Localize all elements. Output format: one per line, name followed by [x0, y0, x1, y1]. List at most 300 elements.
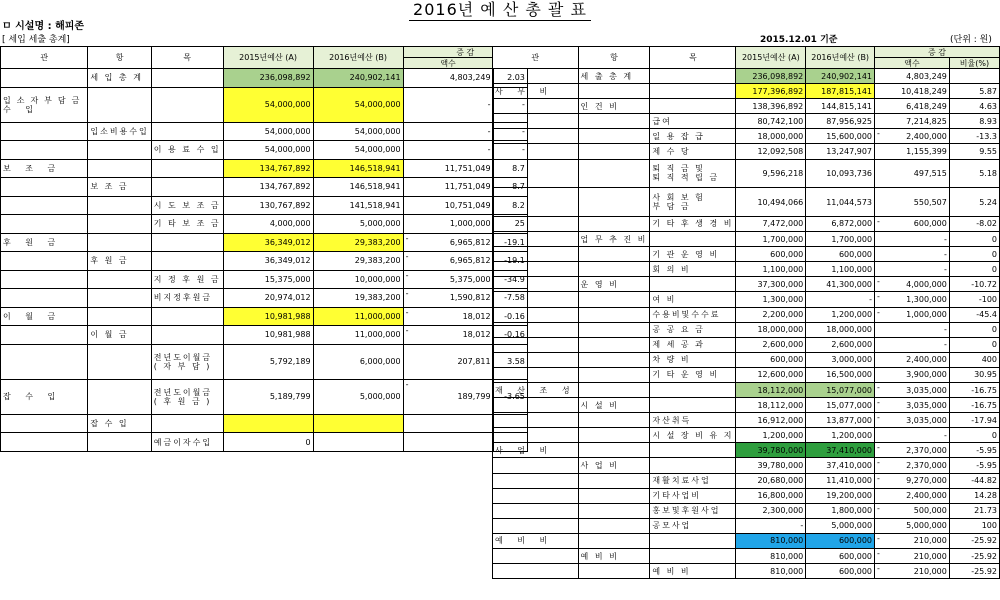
cell-change-amount: [875, 129, 950, 144]
cell-hang: [578, 337, 650, 352]
cell-change-ratio: -8.02: [949, 216, 999, 231]
cell-prev-budget: 12,092,508: [736, 144, 806, 159]
cell-gwan: [1, 326, 88, 345]
cell-change-amount: [875, 458, 950, 473]
table-row: [493, 337, 1000, 352]
cell-change-amount: -: [875, 322, 950, 337]
cell-change-ratio: -: [493, 141, 527, 160]
cell-curr-budget: 11,044,573: [806, 188, 875, 217]
cell-change-amount: [875, 549, 950, 564]
cell-hang: [578, 382, 650, 397]
cell-change-amount: -: [875, 428, 950, 443]
cell-mok: 차 량 비: [650, 352, 736, 367]
cell-prev-budget: 12,600,000: [736, 367, 806, 382]
cell-hang: 운 영 비: [578, 277, 650, 292]
cell-change-amount: 5,000,000: [875, 518, 950, 533]
cell-prev-budget: 5,792,189: [223, 344, 313, 379]
col-header-gwan: 관: [493, 47, 579, 69]
cell-curr-budget: 2,600,000: [806, 337, 875, 352]
cell-gwan: 보 조 금: [1, 159, 88, 178]
table-row: [493, 518, 1000, 533]
cell-mok: 시 설 장 비 유 지: [650, 428, 736, 443]
cell-change-ratio: -10.72: [949, 277, 999, 292]
cell-change-ratio: -45.4: [949, 307, 999, 322]
cell-mok: 전년도이월금 ( 자 부 담 ): [151, 344, 223, 379]
cell-prev-budget: 0: [223, 433, 313, 452]
cell-change-amount: 2,400,000: [875, 352, 950, 367]
cell-mok: 이 용 료 수 입: [151, 141, 223, 160]
cell-curr-budget: 15,077,000: [806, 382, 875, 397]
cell-hang: [578, 247, 650, 262]
table-row: [493, 159, 1000, 188]
cell-prev-budget: 4,000,000: [223, 215, 313, 234]
cell-hang: [88, 433, 151, 452]
col-header-ratio: 비율(%): [949, 58, 999, 69]
cell-change-ratio: 21.73: [949, 503, 999, 518]
cell-mok: [650, 277, 736, 292]
cell-curr-budget: 54,000,000: [313, 87, 403, 122]
table-row: [493, 549, 1000, 564]
cell-change-amount: 550,507: [875, 188, 950, 217]
cell-gwan: 입소자부담금 수 입: [1, 87, 88, 122]
cell-gwan: [493, 216, 579, 231]
page-title-text: 2016년 예 산 총 괄 표: [409, 0, 591, 21]
cell-hang: 입소비용수입: [88, 122, 151, 141]
cell-gwan: [493, 352, 579, 367]
cell-change-amount: [875, 473, 950, 488]
cell-curr-budget: 29,383,200: [313, 233, 403, 252]
change-value: 3,035,000: [906, 385, 947, 395]
cell-prev-budget: 600,000: [736, 352, 806, 367]
cell-gwan: [493, 99, 579, 114]
reference-date: 2015.12.01 기준: [760, 35, 838, 45]
cell-prev-budget: 7,472,000: [736, 216, 806, 231]
cell-gwan: 재 산 조 성: [493, 382, 579, 397]
cell-change-amount: 11,751,049: [403, 178, 493, 197]
table-row: [1, 270, 528, 289]
cell-curr-budget: 41,300,000: [806, 277, 875, 292]
cell-prev-budget: 37,300,000: [736, 277, 806, 292]
table-row: [493, 247, 1000, 262]
table-row: [493, 99, 1000, 114]
cell-mok: [650, 84, 736, 99]
cell-mok: 급여: [650, 114, 736, 129]
cell-gwan: 이 월 금: [1, 307, 88, 326]
col-header-change: 증 감: [875, 47, 1000, 58]
cell-mok: 기타사업비: [650, 488, 736, 503]
cell-prev-budget: 20,974,012: [223, 289, 313, 308]
cell-gwan: [1, 433, 88, 452]
col-header-prev: 2015년예산 (A): [223, 47, 313, 69]
cell-gwan: [493, 428, 579, 443]
cell-change-amount: 10,751,049: [403, 196, 493, 215]
cell-hang: [578, 488, 650, 503]
cell-curr-budget: 146,518,941: [313, 178, 403, 197]
cell-hang: [578, 188, 650, 217]
cell-prev-budget: 810,000: [736, 533, 806, 548]
cell-curr-budget: [313, 414, 403, 433]
cell-curr-budget: 11,000,000: [313, 307, 403, 326]
cell-mok: [650, 533, 736, 548]
cell-gwan: [1, 344, 88, 379]
cell-curr-budget: 1,100,000: [806, 262, 875, 277]
cell-prev-budget: 1,200,000: [736, 428, 806, 443]
cell-gwan: [1, 196, 88, 215]
cell-prev-budget: 54,000,000: [223, 141, 313, 160]
cell-change-ratio: -0.16: [493, 307, 527, 326]
cell-mok: [650, 99, 736, 114]
cell-mok: [151, 178, 223, 197]
cell-hang: 세 입 총 계: [88, 69, 151, 88]
cell-mok: 기 관 운 영 비: [650, 247, 736, 262]
cell-prev-budget: 36,349,012: [223, 252, 313, 271]
cell-change-amount: [875, 398, 950, 413]
cell-curr-budget: 6,872,000: [806, 216, 875, 231]
cell-prev-budget: 18,112,000: [736, 382, 806, 397]
cell-change-ratio: -100: [949, 292, 999, 307]
cell-curr-budget: 3,000,000: [806, 352, 875, 367]
cell-curr-budget: 54,000,000: [313, 122, 403, 141]
cell-change-amount: 207,811: [403, 344, 493, 379]
cell-curr-budget: 37,410,000: [806, 458, 875, 473]
cell-change-ratio: 0: [949, 337, 999, 352]
cell-change-ratio: 8.2: [493, 196, 527, 215]
cell-hang: [578, 503, 650, 518]
cell-change-ratio: -16.75: [949, 398, 999, 413]
cell-mok: 예금이자수입: [151, 433, 223, 452]
cell-mok: 홍보및후원사업: [650, 503, 736, 518]
cell-change-ratio: -19.1: [493, 233, 527, 252]
cell-change-amount: -: [875, 232, 950, 247]
cell-prev-budget: 177,396,892: [736, 84, 806, 99]
cell-change-amount: 4,803,249: [875, 69, 950, 84]
cell-change-amount: 1,000,000: [403, 215, 493, 234]
cell-change-amount: [403, 289, 493, 308]
cell-mok: 사 회 보 험 부 담 금: [650, 188, 736, 217]
cell-mok: [151, 87, 223, 122]
negative-sign: -: [877, 458, 880, 468]
cell-hang: [88, 289, 151, 308]
cell-change-ratio: 0: [949, 428, 999, 443]
cell-change-amount: 3,900,000: [875, 367, 950, 382]
col-header-hang: 항: [578, 47, 650, 69]
cell-curr-budget: 29,383,200: [313, 252, 403, 271]
cell-mok: 제 수 당: [650, 144, 736, 159]
cell-curr-budget: 6,000,000: [313, 344, 403, 379]
cell-change-amount: [875, 307, 950, 322]
page-title: [0, 0, 1000, 22]
negative-sign: -: [405, 233, 409, 243]
cell-change-ratio: 400: [949, 352, 999, 367]
cell-hang: 시 설 비: [578, 398, 650, 413]
cell-hang: [578, 216, 650, 231]
cell-prev-budget: 15,375,000: [223, 270, 313, 289]
negative-sign: -: [405, 379, 409, 389]
change-value: 189,799: [457, 392, 491, 402]
cell-hang: [88, 270, 151, 289]
cell-prev-budget: 39,780,000: [736, 443, 806, 458]
cell-gwan: [493, 398, 579, 413]
cell-change-amount: [403, 326, 493, 345]
section-label: [ 세입 세출 총계]: [2, 35, 70, 45]
cell-hang: 사 업 비: [578, 458, 650, 473]
cell-curr-budget: 600,000: [806, 549, 875, 564]
table-row: [493, 367, 1000, 382]
change-value: 3,035,000: [906, 415, 947, 425]
cell-curr-budget: 240,902,141: [313, 69, 403, 88]
cell-mok: [151, 159, 223, 178]
cell-change-amount: [403, 252, 493, 271]
cell-change-ratio: -44.82: [949, 473, 999, 488]
cell-gwan: [493, 337, 579, 352]
cell-prev-budget: 134,767,892: [223, 178, 313, 197]
cell-change-ratio: -16.75: [949, 382, 999, 397]
cell-curr-budget: 146,518,941: [313, 159, 403, 178]
table-row: [493, 322, 1000, 337]
change-value: 2,370,000: [906, 445, 947, 455]
cell-hang: [88, 215, 151, 234]
cell-change-ratio: 5.87: [949, 84, 999, 99]
cell-mok: [650, 458, 736, 473]
cell-curr-budget: 5,000,000: [806, 518, 875, 533]
table-row: [1, 289, 528, 308]
table-row: [493, 84, 1000, 99]
table-row: [493, 428, 1000, 443]
cell-mok: [650, 382, 736, 397]
cell-prev-budget: 9,596,218: [736, 159, 806, 188]
table-row: [1, 215, 528, 234]
cell-hang: 인 건 비: [578, 99, 650, 114]
cell-change-amount: [875, 382, 950, 397]
col-header-amount: 액수: [875, 58, 950, 69]
cell-gwan: [493, 292, 579, 307]
cell-hang: [88, 159, 151, 178]
cell-change-amount: -: [403, 141, 493, 160]
cell-prev-budget: 5,189,799: [223, 379, 313, 414]
cell-change-amount: [403, 307, 493, 326]
cell-change-ratio: -: [493, 87, 527, 122]
cell-hang: 이 월 금: [88, 326, 151, 345]
cell-gwan: [1, 252, 88, 271]
table-row: [1, 326, 528, 345]
negative-sign: -: [877, 216, 880, 226]
cell-change-ratio: 4.63: [949, 99, 999, 114]
cell-change-ratio: -34.9: [493, 270, 527, 289]
cell-prev-budget: -: [736, 518, 806, 533]
cell-change-ratio: -25.92: [949, 564, 999, 579]
cell-change-amount: 2,400,000: [875, 488, 950, 503]
change-value: 18,012: [462, 330, 491, 340]
negative-sign: -: [877, 473, 880, 483]
cell-prev-budget: 1,100,000: [736, 262, 806, 277]
table-row: [493, 262, 1000, 277]
cell-gwan: 후 원 금: [1, 233, 88, 252]
cell-change-amount: [875, 277, 950, 292]
col-header-change: 증 감: [403, 47, 527, 58]
change-value: 2,370,000: [906, 460, 947, 470]
cell-gwan: [493, 413, 579, 428]
cell-change-amount: 10,418,249: [875, 84, 950, 99]
change-value: 1,590,812: [449, 293, 491, 303]
col-header-mok: 목: [151, 47, 223, 69]
change-value: 6,965,812: [449, 256, 491, 266]
cell-prev-budget: 236,098,892: [223, 69, 313, 88]
cell-change-ratio: 9.55: [949, 144, 999, 159]
cell-change-ratio: [949, 69, 999, 84]
cell-change-ratio: 25: [493, 215, 527, 234]
cell-gwan: [1, 414, 88, 433]
cell-curr-budget: 1,700,000: [806, 232, 875, 247]
table-row: [493, 398, 1000, 413]
change-value: 600,000: [913, 219, 947, 229]
cell-curr-budget: 187,815,141: [806, 84, 875, 99]
cell-curr-budget: 16,500,000: [806, 367, 875, 382]
cell-mok: 퇴 직 금 및 퇴 직 적 립 금: [650, 159, 736, 188]
change-value: 500,000: [913, 506, 947, 516]
cell-change-ratio: 5.18: [949, 159, 999, 188]
cell-mok: [151, 233, 223, 252]
cell-mok: 기 타 후 생 경 비: [650, 216, 736, 231]
negative-sign: -: [405, 252, 409, 262]
cell-hang: 후 원 금: [88, 252, 151, 271]
cell-change-amount: -: [875, 262, 950, 277]
cell-gwan: [493, 549, 579, 564]
table-row: [1, 178, 528, 197]
cell-hang: [88, 233, 151, 252]
col-header-curr: 2016년예산 (B): [806, 47, 875, 69]
cell-mok: 회 의 비: [650, 262, 736, 277]
cell-mok: 자산취득: [650, 413, 736, 428]
cell-curr-budget: 600,000: [806, 533, 875, 548]
table-row: [493, 69, 1000, 84]
cell-change-ratio: 0: [949, 262, 999, 277]
negative-sign: -: [877, 533, 880, 543]
cell-hang: [578, 518, 650, 533]
cell-gwan: [493, 144, 579, 159]
cell-curr-budget: 15,077,000: [806, 398, 875, 413]
cell-prev-budget: 80,742,100: [736, 114, 806, 129]
cell-curr-budget: 1,200,000: [806, 428, 875, 443]
cell-change-ratio: -0.16: [493, 326, 527, 345]
cell-prev-budget: 130,767,892: [223, 196, 313, 215]
cell-prev-budget: 600,000: [736, 247, 806, 262]
cell-gwan: [1, 69, 88, 88]
cell-mok: 수용비및수수료: [650, 307, 736, 322]
cell-gwan: 예 비 비: [493, 533, 579, 548]
col-header-amount: 액수: [403, 58, 493, 69]
cell-change-ratio: 14.28: [949, 488, 999, 503]
cell-mok: [650, 443, 736, 458]
cell-change-amount: -: [403, 122, 493, 141]
cell-mok: 공 공 요 금: [650, 322, 736, 337]
table-row: [1, 159, 528, 178]
cell-change-amount: 7,214,825: [875, 114, 950, 129]
cell-curr-budget: 15,600,000: [806, 129, 875, 144]
cell-change-ratio: 0: [949, 232, 999, 247]
cell-prev-budget: 2,300,000: [736, 503, 806, 518]
cell-change-amount: [403, 270, 493, 289]
cell-mok: 제 세 공 과: [650, 337, 736, 352]
cell-hang: [88, 87, 151, 122]
table-row: [1, 379, 528, 414]
negative-sign: -: [877, 503, 880, 513]
change-value: 210,000: [913, 536, 947, 546]
change-value: 5,375,000: [449, 274, 491, 284]
cell-mok: [151, 326, 223, 345]
cell-change-amount: [875, 292, 950, 307]
cell-curr-budget: 54,000,000: [313, 141, 403, 160]
cell-prev-budget: 54,000,000: [223, 87, 313, 122]
cell-change-ratio: -: [493, 122, 527, 141]
cell-prev-budget: 16,912,000: [736, 413, 806, 428]
change-value: 6,965,812: [449, 237, 491, 247]
negative-sign: -: [877, 413, 880, 423]
cell-gwan: [493, 159, 579, 188]
cell-change-amount: -: [403, 87, 493, 122]
cell-gwan: [493, 564, 579, 579]
cell-change-ratio: 8.93: [949, 114, 999, 129]
cell-change-amount: 11,751,049: [403, 159, 493, 178]
table-row: [493, 129, 1000, 144]
cell-change-ratio: -13.3: [949, 129, 999, 144]
table-row: [493, 114, 1000, 129]
cell-prev-budget: 1,300,000: [736, 292, 806, 307]
table-row: [493, 503, 1000, 518]
revenue-table: [0, 46, 528, 452]
cell-gwan: [493, 114, 579, 129]
negative-sign: -: [877, 307, 880, 317]
table-row: [493, 216, 1000, 231]
col-header-hang: 항: [88, 47, 151, 69]
cell-curr-budget: 11,000,000: [313, 326, 403, 345]
cell-gwan: [1, 289, 88, 308]
cell-gwan: [493, 503, 579, 518]
cell-prev-budget: 10,981,988: [223, 326, 313, 345]
cell-change-amount: [403, 233, 493, 252]
change-value: 210,000: [913, 551, 947, 561]
cell-change-ratio: -7.58: [493, 289, 527, 308]
cell-change-ratio: 3.58: [493, 344, 527, 379]
table-row: [493, 232, 1000, 247]
negative-sign: -: [405, 326, 409, 336]
change-value: 1,300,000: [906, 294, 947, 304]
cell-prev-budget: 236,098,892: [736, 69, 806, 84]
negative-sign: -: [877, 129, 880, 139]
cell-gwan: [493, 262, 579, 277]
cell-change-amount: [875, 533, 950, 548]
table-row: [493, 564, 1000, 579]
table-row: [493, 292, 1000, 307]
cell-curr-budget: 19,200,000: [806, 488, 875, 503]
cell-hang: [578, 564, 650, 579]
cell-mok: [151, 414, 223, 433]
cell-change-ratio: 100: [949, 518, 999, 533]
cell-prev-budget: 18,000,000: [736, 129, 806, 144]
cell-change-ratio: -25.92: [949, 549, 999, 564]
cell-prev-budget: 54,000,000: [223, 122, 313, 141]
cell-mok: 여 비: [650, 292, 736, 307]
cell-mok: [650, 398, 736, 413]
cell-mok: 일 용 잡 급: [650, 129, 736, 144]
cell-change-ratio: -5.95: [949, 443, 999, 458]
cell-mok: 비지정후원금: [151, 289, 223, 308]
cell-curr-budget: 600,000: [806, 247, 875, 262]
cell-change-ratio: 8.7: [493, 159, 527, 178]
cell-curr-budget: 10,000,000: [313, 270, 403, 289]
cell-mok: [650, 232, 736, 247]
cell-change-ratio: 8.7: [493, 178, 527, 197]
cell-hang: [88, 141, 151, 160]
